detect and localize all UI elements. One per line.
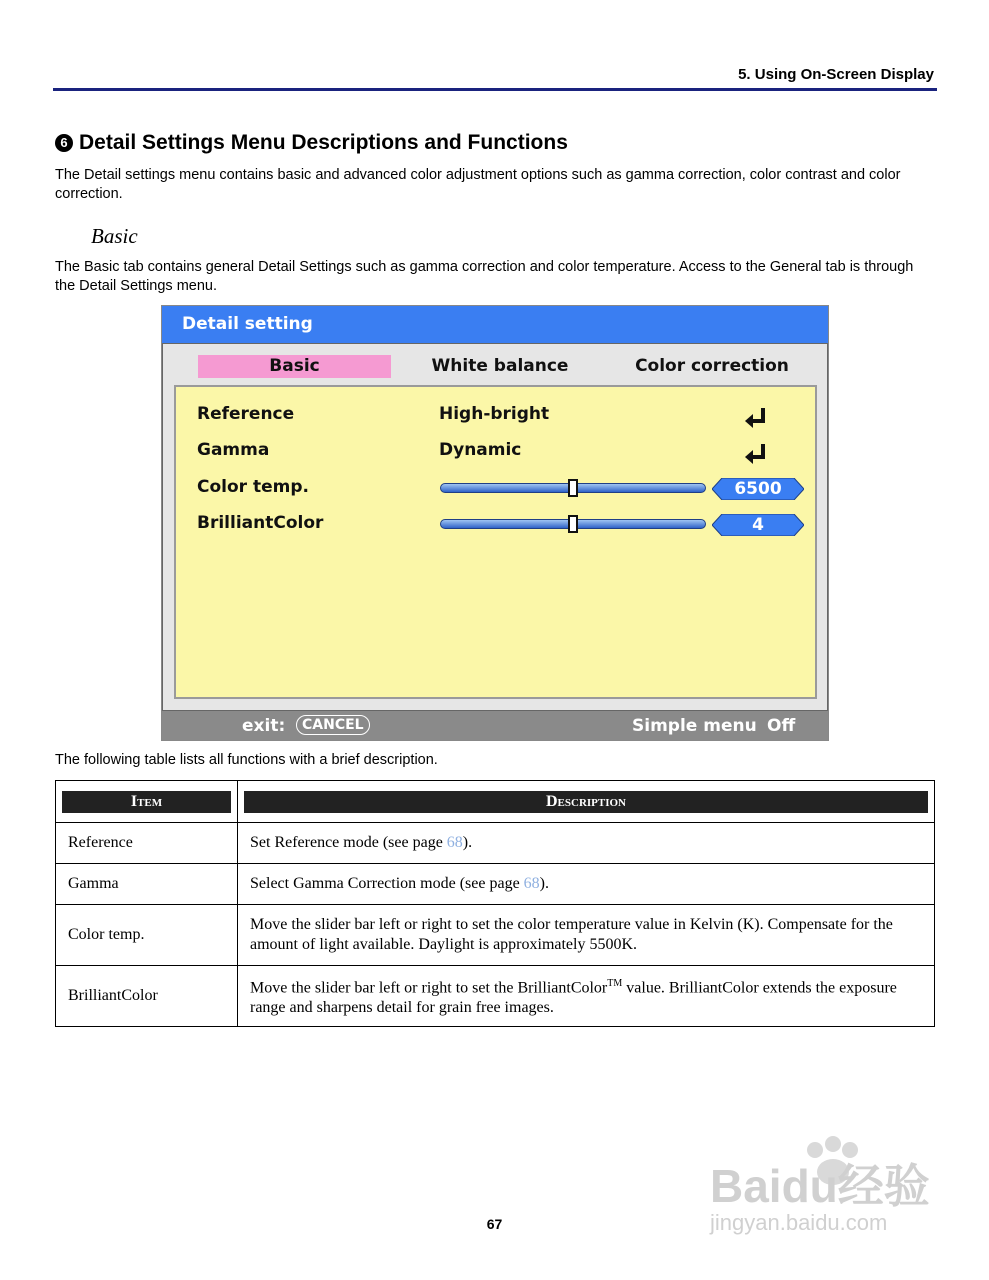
table-row	[56, 823, 935, 864]
reference-label: Reference	[197, 404, 295, 424]
table-cell-description: Select Gamma Correction mode (see page 68).	[238, 864, 935, 905]
table-row	[56, 905, 935, 966]
section-title-text: Detail Settings Menu Descriptions and Functions	[79, 131, 568, 154]
brilliantcolor-label: BrilliantColor	[197, 513, 324, 533]
osd-basic-panel	[174, 385, 817, 699]
cancel-key[interactable]: CANCEL	[296, 715, 370, 735]
trademark-sup: TM	[607, 977, 623, 989]
simple-menu-label[interactable]: Simple menu	[632, 716, 757, 736]
header-rule	[53, 88, 937, 91]
table-header-row	[56, 781, 935, 823]
table-row	[56, 864, 935, 905]
table-lead: The following table lists all functions with a brief description.	[55, 752, 438, 768]
page-link[interactable]: 68	[446, 834, 463, 851]
section-title	[55, 131, 568, 155]
table-cell-description: Move the slider bar left or right to set the BrilliantColor™ value. BrilliantColor extends the exposure range and sharpens detail for grain free images.	[238, 966, 935, 1027]
osd-detail-setting-menu	[161, 305, 829, 741]
page-link[interactable]: 68	[523, 875, 540, 892]
osd-footer	[162, 711, 828, 740]
table-row	[56, 966, 935, 1027]
tab-color-correction[interactable]: Color correction	[635, 356, 789, 376]
table-cell-item: Reference	[56, 823, 238, 864]
brilliantcolor-slider-knob[interactable]	[568, 515, 578, 533]
function-table	[55, 780, 935, 1027]
enter-icon[interactable]	[743, 442, 769, 464]
brilliantcolor-value: 4	[752, 515, 764, 535]
reference-value[interactable]: High-bright	[439, 404, 550, 424]
exit-label: exit:	[242, 716, 286, 736]
table-cell-item: Color temp.	[56, 905, 238, 966]
watermark-url: jingyan.baidu.com	[710, 1210, 888, 1235]
page-number: 67	[486, 1216, 503, 1232]
basic-intro: The Basic tab contains general Detail Settings such as gamma correction and color temperature. Access to the General tab is through the Detail Settings menu.	[55, 259, 914, 294]
color-temp-label: Color temp.	[197, 477, 309, 497]
simple-menu-value[interactable]: Off	[767, 716, 796, 736]
section-intro: The Detail settings menu contains basic and advanced color adjustment options such as gamma correction, color contrast and color correction.	[55, 167, 901, 202]
color-temp-value: 6500	[734, 479, 782, 499]
tab-white-balance[interactable]: White balance	[431, 356, 569, 376]
table-header-item: Item	[56, 781, 238, 823]
gamma-label: Gamma	[197, 440, 270, 460]
table-cell-item: BrilliantColor	[56, 966, 238, 1027]
color-temp-slider-knob[interactable]	[568, 479, 578, 497]
table-cell-description: Set Reference mode (see page 68).	[238, 823, 935, 864]
section-number-icon: 6	[55, 134, 73, 152]
table-cell-item: Gamma	[56, 864, 238, 905]
table-header-description: Description	[238, 781, 935, 823]
enter-icon[interactable]	[743, 406, 769, 428]
gamma-value[interactable]: Dynamic	[439, 440, 522, 460]
running-header: 5. Using On-Screen Display	[738, 66, 934, 83]
tab-basic[interactable]: Basic	[198, 355, 391, 378]
table-cell-description: Move the slider bar left or right to set the color temperature value in Kelvin (K). Compensate for the amount of light available. Daylight is approximately 5500K.	[238, 905, 935, 966]
basic-heading: Basic	[91, 224, 138, 248]
osd-title-bar: Detail setting	[162, 306, 828, 343]
watermark-text: Baidu经验	[710, 1160, 930, 1212]
